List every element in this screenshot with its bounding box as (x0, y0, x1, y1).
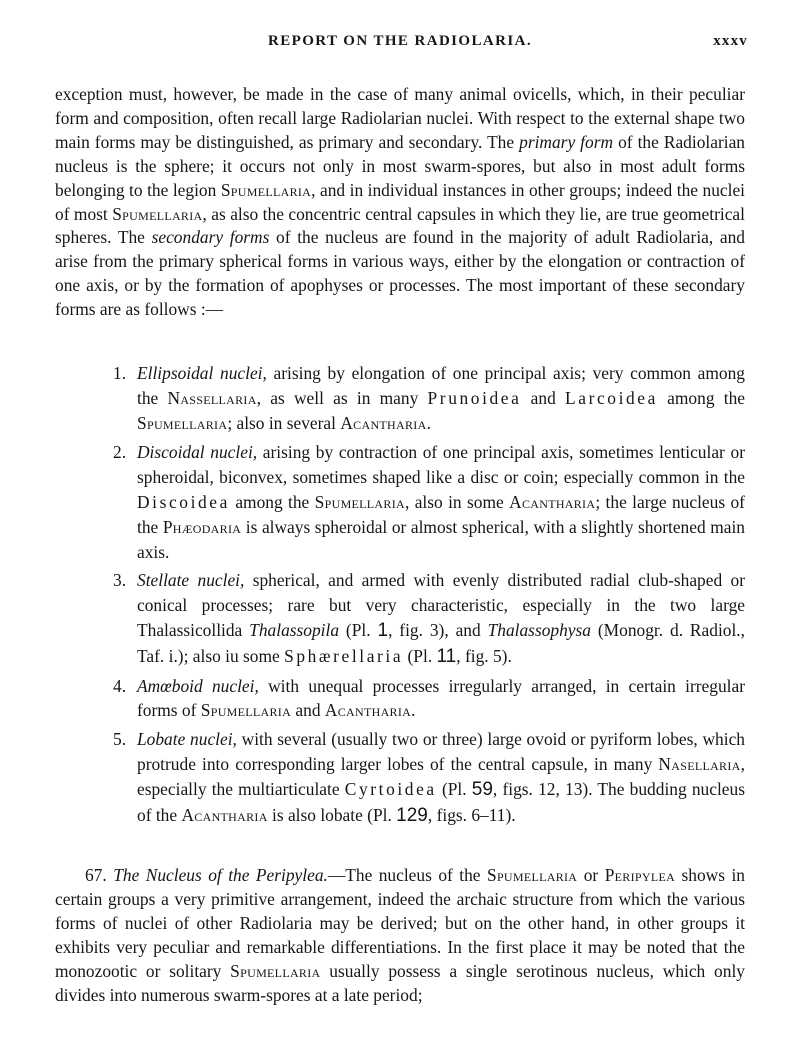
item-title: Discoidal nuclei, (137, 442, 258, 463)
nucleus-forms-list (113, 361, 745, 828)
list-item-amoeboid: 4. Amœboid nuclei, with unequal processes irregularly arranged, in certain irregular forms of Spumellaria and Acantharia. (113, 675, 745, 721)
section-title: The Nucleus of the Peripylea. (113, 865, 328, 885)
section-number: 67. (85, 865, 114, 885)
list-item-stellate: 3. Stellate nuclei, spherical, and armed with evenly distributed radial club-shaped or conical processes; rare but very characteristic, especially in the two large Thalassicollida Thalassopila (Pl. 1, fig. 3), and Thalassophysa (Monogr. d. Radiol., Taf. i.); also iu some Sphærellaria (Pl. 11, fig. 5). (113, 570, 745, 667)
running-title: REPORT ON THE RADIOLARIA. (268, 33, 532, 49)
page-header (0, 33, 800, 59)
intro-paragraph: exception must, however, be made in the case of many animal ovicells, which, in their peculiar form and composition, often recall large Radiolarian nuclei. With respect to the external shape two main forms may be distinguished, as primary and secondary. The primary form of the Radiolarian nucleus is the sphere; it occurs not only in most swarm-spores, but also in most adult forms belonging to the legion Spumellaria, and in individual instances in other groups; indeed the nuclei of most Spumellaria, as also the concentric central capsules in which they lie, are true geometrical spheres. The secondary forms of the nucleus are found in the majority of adult Radiolaria, and arise from the primary spherical forms in various ways, either by the elongation or contraction of one axis, or by the formation of apophyses or processes. The most important of these secondary forms are as follows :— (55, 84, 745, 320)
item-title: Stellate nuclei, (137, 570, 245, 591)
item-title: Amœboid nuclei, (137, 675, 259, 696)
item-title: Ellipsoidal nuclei, (137, 363, 267, 383)
page-number: xxxv (713, 33, 748, 49)
term-secondary-forms: secondary forms (151, 227, 270, 248)
section-67-paragraph: 67. The Nucleus of the Peripylea.—The nucleus of the Spumellaria or Peripylea shows in certain groups a very primitive arrangement, indeed the archaic structure from which the various forms of nuclei of other Radiolaria may be derived; but on the other hand, in other groups it exhibits very peculiar and remarkable differentiations. In the first place it may be noted that the monozootic or solitary Spumellaria usually possess a single serotinous nucleus, which only divides into numerous swarm-spores at a late period; (55, 865, 745, 1005)
item-title: Lobate nuclei, (137, 729, 237, 750)
list-item-ellipsoidal: 1. Ellipsoidal nuclei, arising by elongation of one principal axis; very common among the Nassellaria, as well as in many Prunoidea and Larcoidea among the Spumellaria; also in several Acantharia. (113, 363, 745, 433)
term-primary-form: primary form (519, 131, 614, 152)
list-item-discoidal: 2. Discoidal nuclei, arising by contraction of one principal axis, sometimes lenticular or spheroidal, biconvex, sometimes shaped like a disc or coin; especially common in the Discoidea among the Spumellaria, also in some Acantharia; the large nucleus of the Phæodaria is always spheroidal or almost spherical, with a slightly shortened main axis. (113, 442, 745, 562)
list-item-lobate: 5. Lobate nuclei, with several (usually two or three) large ovoid or pyriform lobes, which protrude into corresponding larger lobes of the central capsule, in many Nasellaria, especially the multiarticulate Cyrtoidea (Pl. 59, figs. 12, 13). The budding nucleus of the Acantharia is also lobate (Pl. 129, figs. 6–11). (113, 729, 745, 826)
